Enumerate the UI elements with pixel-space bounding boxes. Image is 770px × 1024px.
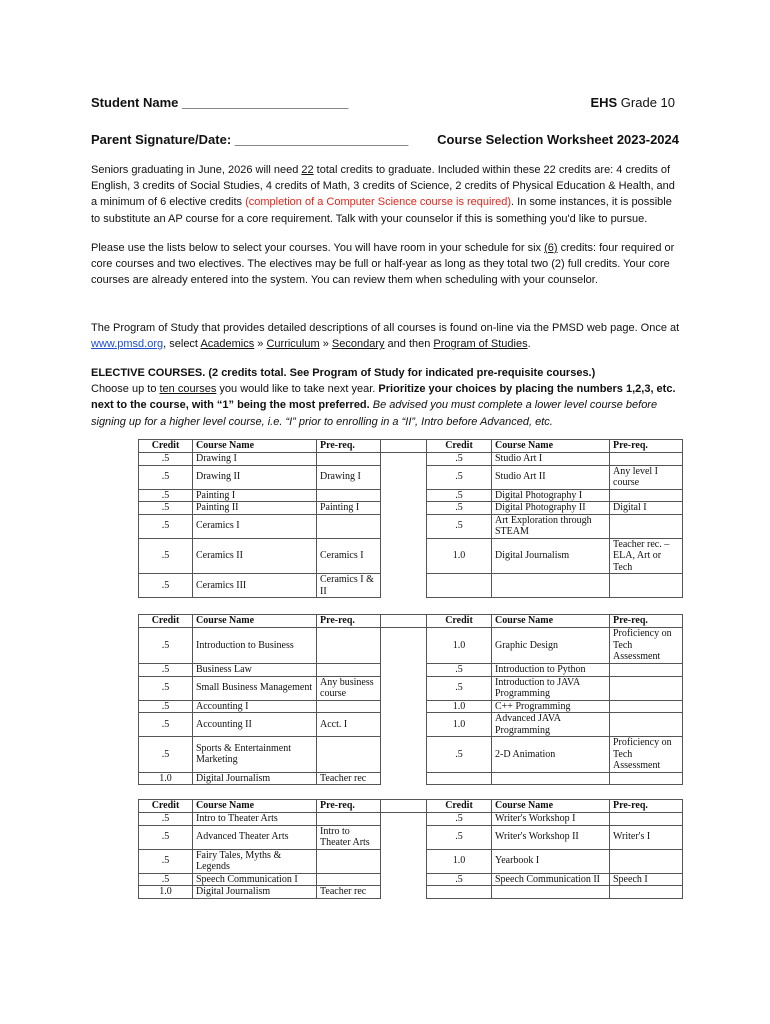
column-gap (381, 800, 427, 813)
course-row (139, 664, 683, 677)
parent-signature-blank: ________________________ (234, 132, 409, 147)
course-row (139, 825, 683, 849)
column-gap (381, 615, 427, 628)
prereq-column-header: Pre-req. (317, 440, 381, 453)
breadcrumb-separator: » (254, 338, 267, 351)
column-gap (381, 772, 427, 785)
course-credit: .5 (427, 825, 492, 849)
column-gap (381, 514, 427, 538)
course-name[interactable]: Digital Photography II (492, 502, 610, 515)
course-row (139, 849, 683, 873)
course-prereq: Teacher rec (317, 772, 381, 785)
secondary-link[interactable]: Secondary (331, 338, 385, 351)
course-prereq: Proficiency on Tech Assessment (610, 628, 683, 664)
course-row (139, 737, 683, 773)
parent-signature-field[interactable] (91, 132, 408, 147)
course-name (492, 772, 610, 785)
course-credit (427, 886, 492, 899)
course-name (492, 574, 610, 598)
course-name[interactable]: Sports & Entertainment Marketing (193, 737, 317, 773)
course-prereq (610, 664, 683, 677)
course-credit: .5 (139, 737, 193, 773)
course-name[interactable]: Introduction to JAVA Programming (492, 676, 610, 700)
course-row (139, 628, 683, 664)
course-prereq: Painting I (317, 502, 381, 515)
column-gap (381, 465, 427, 489)
course-credit: .5 (139, 502, 193, 515)
course-row (139, 676, 683, 700)
prereq-column-header: Pre-req. (610, 800, 683, 813)
course-credit: .5 (427, 873, 492, 886)
credit-column-header: Credit (139, 615, 193, 628)
course-name[interactable]: Introduction to Python (492, 664, 610, 677)
course-prereq (317, 737, 381, 773)
course-prereq (317, 628, 381, 664)
p4-text-b: you would like to take next year. (216, 383, 379, 396)
course-name[interactable]: Drawing II (193, 465, 317, 489)
student-name-row (91, 95, 675, 110)
course-prereq (317, 514, 381, 538)
course-name[interactable]: Business Law (193, 664, 317, 677)
student-name-field[interactable] (91, 95, 348, 110)
course-prereq: Ceramics I & II (317, 574, 381, 598)
course-credit: .5 (139, 538, 193, 574)
course-name[interactable]: Studio Art I (492, 453, 610, 466)
course-name[interactable]: Advanced Theater Arts (193, 825, 317, 849)
student-name-label: Student Name (91, 95, 179, 110)
art-courses-table (138, 439, 683, 598)
course-name[interactable]: Art Exploration through STEAM (492, 514, 610, 538)
course-credit: 1.0 (427, 849, 492, 873)
course-credit: 1.0 (427, 700, 492, 713)
course-prereq (610, 574, 683, 598)
course-name[interactable]: Advanced JAVA Programming (492, 713, 610, 737)
course-prereq: Any business course (317, 676, 381, 700)
course-credit: .5 (427, 502, 492, 515)
credit-column-header: Credit (427, 440, 492, 453)
p2-text-b: credits: four required or core courses and two electives. The electives may be full or half-year as long as they total two (2) full credits. Your core courses are already entered into the system. You can review them when scheduling with your counselor. (91, 242, 675, 287)
column-gap (381, 713, 427, 737)
course-row (139, 489, 683, 502)
pmsd-website-link[interactable]: www.pmsd.org (91, 338, 164, 351)
course-row (139, 713, 683, 737)
course-name[interactable]: Speech Communication I (193, 873, 317, 886)
worksheet-title: Course Selection Worksheet 2023-2024 (437, 132, 679, 147)
course-name-column-header: Course Name (193, 800, 317, 813)
column-gap (381, 489, 427, 502)
course-credit: .5 (427, 514, 492, 538)
prioritize-instruction: Prioritize your choices by placing the numbers 1,2,3, etc. next to the course, with “1” being the most preferred. (91, 383, 676, 412)
p1-text-a: Seniors graduating in June, 2026 will need (91, 164, 302, 176)
course-name[interactable]: Small Business Management (193, 676, 317, 700)
course-prereq (610, 700, 683, 713)
course-credit: .5 (139, 825, 193, 849)
course-name[interactable]: Digital Journalism (193, 772, 317, 785)
course-row (139, 574, 683, 598)
p1-text-b: total credits to graduate. Included within these 22 credits are: 4 credits of English, 3 credits of Social Studies, 4 credits of Math, 3 credits of Science, 2 credits of Physical Education & Health, and a minimum of 6 elective credits (91, 164, 675, 209)
column-gap (381, 502, 427, 515)
course-prereq: Speech I (610, 873, 683, 886)
column-gap (381, 453, 427, 466)
course-credit: .5 (139, 849, 193, 873)
course-prereq (317, 453, 381, 466)
course-prereq: Acct. I (317, 713, 381, 737)
program-of-studies-link[interactable]: Program of Studies (433, 338, 528, 351)
course-name-column-header: Course Name (193, 440, 317, 453)
credit-column-header: Credit (139, 800, 193, 813)
course-name[interactable]: C++ Programming (492, 700, 610, 713)
column-gap (381, 813, 427, 826)
p4-ten-courses: ten courses (159, 383, 217, 396)
course-name-column-header: Course Name (492, 615, 610, 628)
table-header-row (139, 615, 683, 628)
course-credit: 1.0 (139, 886, 193, 899)
business-technology-courses-table (138, 614, 683, 785)
course-credit: .5 (139, 489, 193, 502)
course-row (139, 453, 683, 466)
course-credit: .5 (139, 873, 193, 886)
course-prereq: Any level I course (610, 465, 683, 489)
course-credit: .5 (139, 628, 193, 664)
p4-text-a: Choose up to (91, 383, 160, 396)
course-prereq (610, 772, 683, 785)
course-credit: .5 (139, 514, 193, 538)
course-row (139, 813, 683, 826)
course-credit (427, 772, 492, 785)
course-row (139, 502, 683, 515)
column-gap (381, 574, 427, 598)
course-name[interactable]: Intro to Theater Arts (193, 813, 317, 826)
course-credit: 1.0 (139, 772, 193, 785)
course-name[interactable]: Writer's Workshop II (492, 825, 610, 849)
course-prereq: Teacher rec. – ELA, Art or Tech (610, 538, 683, 574)
course-credit: .5 (427, 737, 492, 773)
prereq-column-header: Pre-req. (610, 615, 683, 628)
course-name-column-header: Course Name (492, 440, 610, 453)
course-credit: .5 (427, 813, 492, 826)
course-name[interactable]: Accounting I (193, 700, 317, 713)
course-credit: .5 (139, 465, 193, 489)
course-credit: .5 (139, 664, 193, 677)
course-name[interactable]: Yearbook I (492, 849, 610, 873)
p3-text-b: , select (163, 338, 201, 351)
column-gap (381, 628, 427, 664)
prereq-column-header: Pre-req. (317, 615, 381, 628)
course-prereq: Proficiency on Tech Assessment (610, 737, 683, 773)
parent-signature-row (91, 132, 679, 147)
course-row (139, 538, 683, 574)
course-row (139, 772, 683, 785)
course-prereq (317, 849, 381, 873)
course-prereq: Intro to Theater Arts (317, 825, 381, 849)
schedule-instructions-paragraph (91, 240, 681, 289)
course-credit: .5 (427, 465, 492, 489)
course-credit: .5 (427, 676, 492, 700)
curriculum-link[interactable]: Curriculum (266, 338, 320, 351)
course-name[interactable]: Drawing I (193, 453, 317, 466)
grade-label (590, 95, 675, 110)
p3-text-d: . (527, 338, 531, 351)
course-prereq: Drawing I (317, 465, 381, 489)
course-prereq: Ceramics I (317, 538, 381, 574)
course-row (139, 700, 683, 713)
course-name[interactable]: Ceramics II (193, 538, 317, 574)
column-gap (381, 700, 427, 713)
column-gap (381, 440, 427, 453)
course-name[interactable]: Studio Art II (492, 465, 610, 489)
course-credit (427, 574, 492, 598)
course-prereq (610, 453, 683, 466)
school-name: EHS (590, 95, 618, 110)
p3-text-a: The Program of Study that provides detailed descriptions of all courses is found on-line via the PMSD web page. Once at (91, 322, 680, 334)
column-gap (381, 737, 427, 773)
breadcrumb-separator: » (319, 338, 332, 351)
p2-six: (6) (544, 242, 558, 254)
elective-courses-heading: ELECTIVE COURSES. (2 credits total. See Program of Study for indicated pre-requisite courses.) (91, 367, 596, 379)
course-prereq (610, 489, 683, 502)
course-credit: 1.0 (427, 538, 492, 574)
course-name[interactable]: Writer's Workshop I (492, 813, 610, 826)
course-prereq: Teacher rec (317, 886, 381, 899)
course-name[interactable]: Digital Photography I (492, 489, 610, 502)
course-prereq (610, 813, 683, 826)
course-name[interactable]: Painting I (193, 489, 317, 502)
course-name[interactable]: Introduction to Business (193, 628, 317, 664)
course-prereq: Digital I (610, 502, 683, 515)
course-name[interactable]: Accounting II (193, 713, 317, 737)
column-gap (381, 825, 427, 849)
course-prereq (610, 886, 683, 899)
column-gap (381, 886, 427, 899)
table-header-row (139, 440, 683, 453)
student-name-blank: _______________________ (182, 95, 349, 110)
p3-text-c: and then (384, 338, 434, 351)
column-gap (381, 873, 427, 886)
p1-text-c: . In some instances, it is possible to substitute an AP course for a core requirement. Talk with your counselor if this is something you'd like to pursue. (91, 196, 672, 225)
course-name-column-header: Course Name (492, 800, 610, 813)
course-credit: 1.0 (427, 628, 492, 664)
course-name[interactable]: Ceramics III (193, 574, 317, 598)
course-name[interactable]: Digital Journalism (492, 538, 610, 574)
prereq-column-header: Pre-req. (317, 800, 381, 813)
p2-text-a: Please use the lists below to select your courses. You will have room in your schedule for six (91, 242, 545, 254)
graduation-requirements-paragraph (91, 162, 681, 227)
course-name-column-header: Course Name (193, 615, 317, 628)
course-prereq (317, 813, 381, 826)
theater-writing-courses-table (138, 799, 683, 899)
column-gap (381, 849, 427, 873)
course-credit: .5 (139, 700, 193, 713)
course-name[interactable]: Speech Communication II (492, 873, 610, 886)
course-name[interactable]: Painting II (193, 502, 317, 515)
course-prereq (317, 489, 381, 502)
course-credit: .5 (139, 813, 193, 826)
course-name[interactable]: Ceramics I (193, 514, 317, 538)
course-prereq: Writer's I (610, 825, 683, 849)
course-credit: .5 (139, 713, 193, 737)
elective-courses-paragraph (91, 365, 681, 430)
academics-link[interactable]: Academics (200, 338, 255, 351)
credit-column-header: Credit (427, 615, 492, 628)
course-credit: .5 (139, 574, 193, 598)
computer-science-requirement: (completion of a Computer Science course is required) (245, 196, 512, 209)
p1-credits: 22 (301, 164, 314, 176)
course-row (139, 886, 683, 899)
course-credit: .5 (427, 453, 492, 466)
prerequisite-advisory: Be advised you must complete a lower level course before signing up for a higher level course, i.e. “I” prior to enrolling in a “II”, Intro before Advanced, etc. (91, 399, 658, 428)
parent-signature-label: Parent Signature/Date: (91, 132, 232, 147)
course-row (139, 514, 683, 538)
credit-column-header: Credit (139, 440, 193, 453)
grade-text: Grade 10 (620, 95, 675, 110)
course-prereq (610, 676, 683, 700)
prereq-column-header: Pre-req. (610, 440, 683, 453)
course-name[interactable]: Fairy Tales, Myths & Legends (193, 849, 317, 873)
course-credit: .5 (139, 676, 193, 700)
table-header-row (139, 800, 683, 813)
course-prereq (317, 873, 381, 886)
column-gap (381, 676, 427, 700)
column-gap (381, 538, 427, 574)
course-prereq (317, 664, 381, 677)
course-row (139, 465, 683, 489)
course-prereq (610, 514, 683, 538)
course-credit: .5 (427, 664, 492, 677)
course-name[interactable]: Digital Journalism (193, 886, 317, 899)
program-of-study-paragraph (91, 320, 681, 352)
credit-column-header: Credit (427, 800, 492, 813)
course-name[interactable]: 2-D Animation (492, 737, 610, 773)
course-credit: .5 (139, 453, 193, 466)
course-row (139, 873, 683, 886)
course-credit: 1.0 (427, 713, 492, 737)
course-credit: .5 (427, 489, 492, 502)
course-prereq (610, 713, 683, 737)
course-name[interactable]: Graphic Design (492, 628, 610, 664)
course-prereq (610, 849, 683, 873)
course-name (492, 886, 610, 899)
course-prereq (317, 700, 381, 713)
column-gap (381, 664, 427, 677)
